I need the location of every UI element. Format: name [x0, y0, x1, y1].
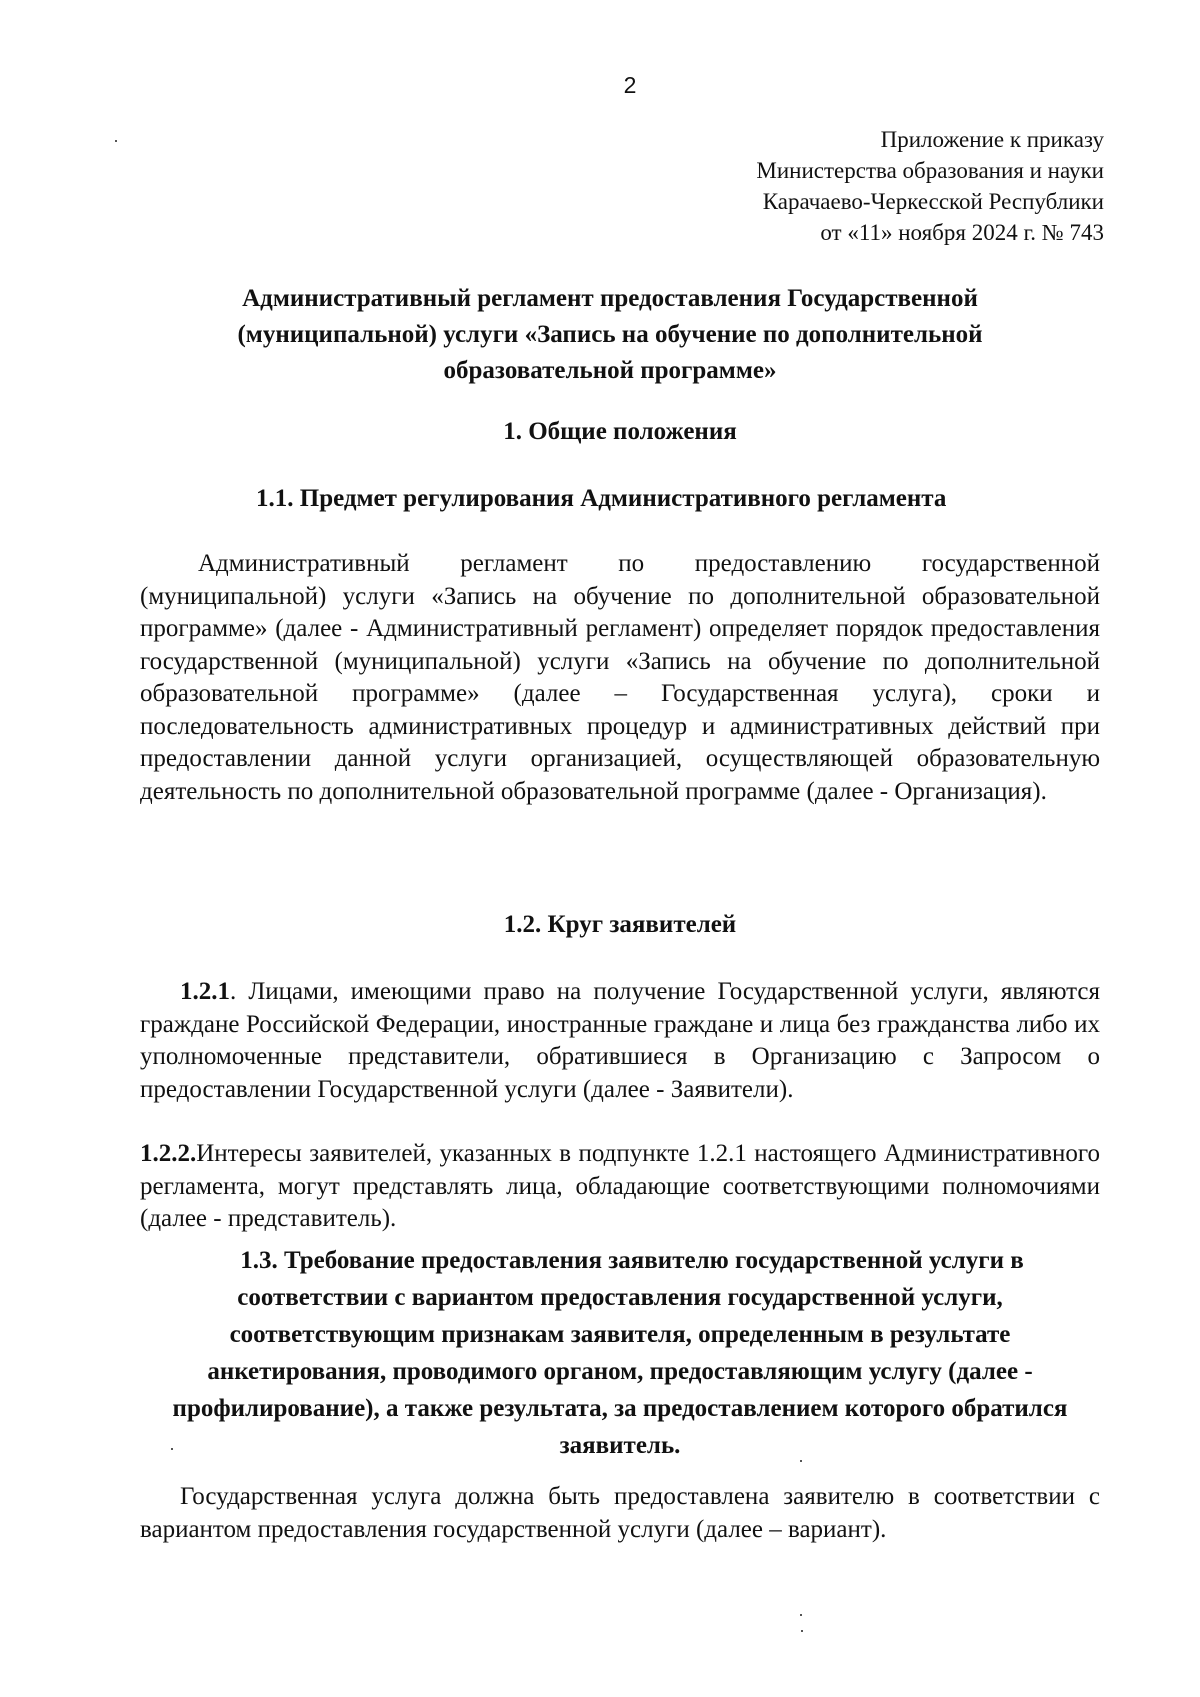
- appendix-block: [756, 124, 1104, 248]
- appendix-line: от «11» ноября 2024 г. № 743: [820, 220, 1104, 245]
- clause-text: . Лицами, имеющими право на получение Государственной услуги, являются граждане Российской Федерации, иностранные граждане и лица без гражданства либо их уполномоченные представители, обратившиеся в Организацию с Запросом о предоставлении Государственной услуги (далее - Заявители).: [140, 978, 1100, 1103]
- appendix-line: Карачаево-Черкесской Республики: [762, 189, 1104, 214]
- section-heading-general: 1. Общие положения: [503, 418, 737, 445]
- scan-speck: [800, 1614, 802, 1616]
- scan-speck: [171, 1448, 173, 1450]
- clause-number: 1.2.1: [180, 978, 230, 1005]
- section-heading-subject: 1.1. Предмет регулирования Административного регламента: [256, 485, 947, 512]
- appendix-line: Приложение к приказу: [880, 127, 1104, 152]
- section-heading-applicants: 1.2. Круг заявителей: [503, 911, 737, 938]
- paragraph-variant: Государственная услуга должна быть предоставлена заявителю в соответствии с вариантом предоставления государственной услуги (далее – вариант).: [140, 1483, 1100, 1543]
- paragraph-subject-regulation: Административный регламент по предоставлению государственной (муниципальной) услуги «Запись на обучение по дополнительной образовательной программе» (далее - Административный регламент) определяет порядок предоставления государственной (муниципальной) услуги «Запись на обучение по дополнительной образовательной программе» (далее – Государственная услуга), сроки и последовательность административных процедур и административных действий при предоставлении данной услуги организацией, осуществляющей образовательную деятельность по дополнительной образовательной программе (далее - Организация).: [140, 550, 1100, 805]
- scan-speck: [800, 1460, 802, 1462]
- document-title: Административный регламент предоставления Государственной (муниципальной) услуги «Запись на обучение по дополнительной образовательной программе»: [237, 285, 983, 384]
- clause-text: Интересы заявителей, указанных в подпункте 1.2.1 настоящего Административного регламента, могут представлять лица, обладающие соответствующими полномочиями (далее - представитель).: [140, 1140, 1100, 1232]
- appendix-line: Министерства образования и науки: [756, 158, 1104, 183]
- paragraph-applicants-1-2-2: [140, 1138, 1100, 1236]
- section-heading-requirement: 1.3. Требование предоставления заявителю государственной услуги в соответствии с вариантом предоставления государственной услуги, соответствующим признакам заявителя, определенным в результате анкетирования, проводимого органом, предоставляющим услугу (далее - профилирование), а также результата, за предоставлением которого обратился заявитель.: [172, 1247, 1068, 1459]
- page-number: 2: [623, 72, 637, 98]
- scan-speck: [801, 1630, 803, 1632]
- scan-speck: [115, 140, 117, 142]
- clause-number: 1.2.2.: [140, 1140, 197, 1167]
- paragraph-applicants-1-2-1: [140, 976, 1100, 1106]
